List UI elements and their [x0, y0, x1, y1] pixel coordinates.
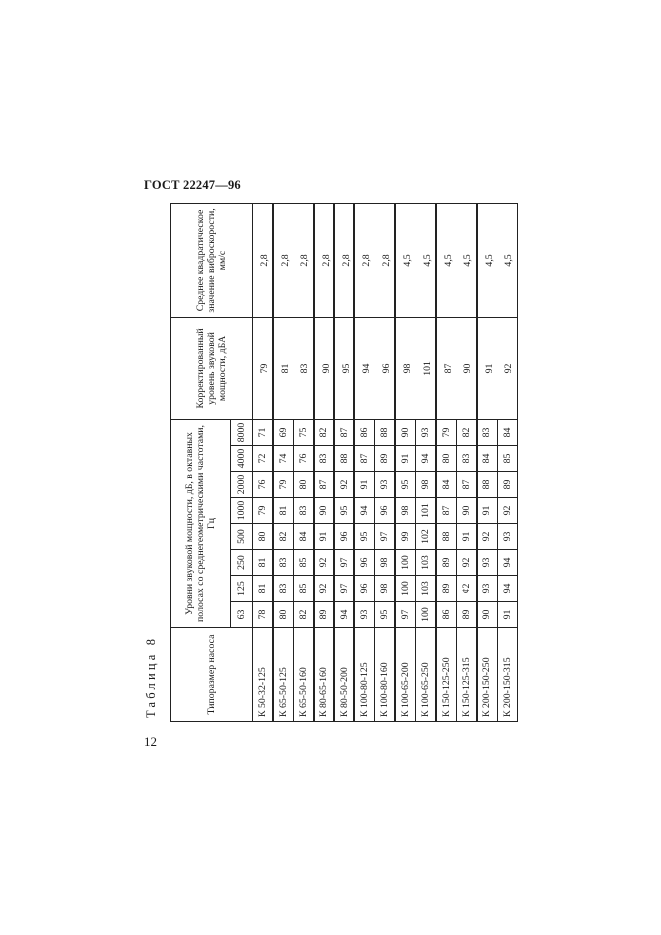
freq-header-63: 63 — [231, 602, 253, 628]
cell-level-8000: 86 — [354, 419, 374, 445]
cell-level-1000: 96 — [375, 498, 395, 524]
cell-pump-type: К 65-50-160 — [293, 628, 313, 722]
cell-level-125: 89 — [436, 576, 456, 602]
cell-level-125: 103 — [416, 576, 436, 602]
cell-level-4000: 80 — [436, 446, 456, 472]
cell-corrected-level: 90 — [456, 317, 476, 419]
cell-level-1000: 98 — [395, 498, 415, 524]
cell-level-4000: 89 — [375, 446, 395, 472]
freq-header-500: 500 — [231, 524, 253, 550]
cell-level-125: 97 — [334, 576, 354, 602]
cell-level-63: 82 — [293, 602, 313, 628]
cell-pump-type: К 80-50-200 — [334, 628, 354, 722]
cell-level-8000: 69 — [273, 419, 293, 445]
table-row — [273, 203, 293, 721]
cell-level-63: 94 — [334, 602, 354, 628]
cell-corrected-level: 90 — [314, 317, 334, 419]
cell-level-500: 82 — [273, 524, 293, 550]
cell-level-500: 80 — [253, 524, 273, 550]
cell-level-4000: 85 — [497, 446, 518, 472]
cell-level-63: 97 — [395, 602, 415, 628]
cell-pump-type: К 65-50-125 — [273, 628, 293, 722]
cell-level-8000: 90 — [395, 419, 415, 445]
cell-level-1000: 94 — [354, 498, 374, 524]
cell-level-250: 93 — [477, 550, 497, 576]
cell-level-250: 89 — [436, 550, 456, 576]
cell-level-2000: 80 — [293, 472, 313, 498]
cell-level-250: 100 — [395, 550, 415, 576]
table-row — [253, 203, 273, 721]
freq-header-125: 125 — [231, 576, 253, 602]
table-row — [477, 203, 497, 721]
cell-level-8000: 87 — [334, 419, 354, 445]
cell-corrected-level: 95 — [334, 317, 354, 419]
cell-level-8000: 82 — [456, 419, 476, 445]
col-header-vibration: Среднее квадратическое значение виброскорости, мм/с — [171, 203, 253, 317]
cell-level-1000: 91 — [477, 498, 497, 524]
cell-level-500: 91 — [456, 524, 476, 550]
cell-level-63: 78 — [253, 602, 273, 628]
cell-corrected-level: 87 — [436, 317, 456, 419]
cell-level-125: ¢2 — [456, 576, 476, 602]
cell-level-63: 95 — [375, 602, 395, 628]
cell-level-2000: 91 — [354, 472, 374, 498]
cell-level-2000: 87 — [314, 472, 334, 498]
cell-level-1000: 95 — [334, 498, 354, 524]
cell-level-1000: 90 — [456, 498, 476, 524]
cell-vibration: 4,5 — [416, 203, 436, 317]
cell-level-250: 103 — [416, 550, 436, 576]
cell-level-8000: 75 — [293, 419, 313, 445]
cell-pump-type: К 200-150-250 — [477, 628, 497, 722]
noise-level-table — [170, 203, 518, 722]
cell-level-500: 99 — [395, 524, 415, 550]
cell-level-500: 97 — [375, 524, 395, 550]
cell-level-500: 102 — [416, 524, 436, 550]
cell-level-63: 100 — [416, 602, 436, 628]
cell-level-125: 83 — [273, 576, 293, 602]
cell-level-4000: 72 — [253, 446, 273, 472]
document-code: ГОСТ 22247—96 — [144, 178, 241, 192]
cell-level-500: 84 — [293, 524, 313, 550]
table-row — [416, 203, 436, 721]
cell-corrected-level: 94 — [354, 317, 374, 419]
cell-level-2000: 89 — [497, 472, 518, 498]
cell-pump-type: К 150-125-250 — [436, 628, 456, 722]
cell-level-250: 94 — [497, 550, 518, 576]
cell-level-8000: 82 — [314, 419, 334, 445]
table-row — [456, 203, 476, 721]
cell-level-4000: 94 — [416, 446, 436, 472]
cell-level-1000: 83 — [293, 498, 313, 524]
cell-level-63: 89 — [314, 602, 334, 628]
cell-level-8000: 71 — [253, 419, 273, 445]
cell-level-250: 98 — [375, 550, 395, 576]
cell-level-2000: 79 — [273, 472, 293, 498]
cell-level-2000: 92 — [334, 472, 354, 498]
cell-pump-type: К 200-150-315 — [497, 628, 518, 722]
cell-level-250: 92 — [314, 550, 334, 576]
cell-level-500: 93 — [497, 524, 518, 550]
cell-level-250: 85 — [293, 550, 313, 576]
cell-level-125: 100 — [395, 576, 415, 602]
cell-level-2000: 76 — [253, 472, 273, 498]
cell-corrected-level: 83 — [293, 317, 313, 419]
cell-pump-type: К 100-65-200 — [395, 628, 415, 722]
cell-level-2000: 98 — [416, 472, 436, 498]
cell-level-4000: 88 — [334, 446, 354, 472]
cell-level-1000: 81 — [273, 498, 293, 524]
cell-vibration: 2,8 — [354, 203, 374, 317]
cell-vibration: 4,5 — [477, 203, 497, 317]
cell-vibration: 2,8 — [293, 203, 313, 317]
page-number: 12 — [144, 734, 157, 749]
cell-level-250: 81 — [253, 550, 273, 576]
cell-level-4000: 83 — [314, 446, 334, 472]
cell-pump-type: К 100-80-125 — [354, 628, 374, 722]
cell-vibration: 2,8 — [273, 203, 293, 317]
cell-vibration: 2,8 — [375, 203, 395, 317]
cell-level-125: 85 — [293, 576, 313, 602]
cell-level-500: 96 — [334, 524, 354, 550]
cell-level-125: 94 — [497, 576, 518, 602]
table-row — [293, 203, 313, 721]
table-row — [436, 203, 456, 721]
cell-corrected-level: 96 — [375, 317, 395, 419]
cell-level-63: 90 — [477, 602, 497, 628]
cell-level-8000: 88 — [375, 419, 395, 445]
cell-level-2000: 95 — [395, 472, 415, 498]
cell-level-1000: 92 — [497, 498, 518, 524]
cell-corrected-level: 91 — [477, 317, 497, 419]
cell-level-1000: 87 — [436, 498, 456, 524]
cell-level-1000: 79 — [253, 498, 273, 524]
cell-vibration: 4,5 — [497, 203, 518, 317]
cell-vibration: 2,8 — [253, 203, 273, 317]
cell-level-63: 86 — [436, 602, 456, 628]
freq-header-250: 250 — [231, 550, 253, 576]
cell-level-500: 91 — [314, 524, 334, 550]
cell-level-250: 83 — [273, 550, 293, 576]
cell-vibration: 2,8 — [334, 203, 354, 317]
cell-vibration: 4,5 — [456, 203, 476, 317]
cell-level-63: 89 — [456, 602, 476, 628]
cell-level-2000: 88 — [477, 472, 497, 498]
freq-header-1000: 1000 — [231, 498, 253, 524]
cell-level-1000: 101 — [416, 498, 436, 524]
cell-level-8000: 83 — [477, 419, 497, 445]
table-row — [497, 203, 518, 721]
cell-corrected-level: 101 — [416, 317, 436, 419]
cell-vibration: 2,8 — [314, 203, 334, 317]
table-row — [375, 203, 395, 721]
cell-level-4000: 91 — [395, 446, 415, 472]
freq-header-8000: 8000 — [231, 419, 253, 445]
cell-corrected-level: 92 — [497, 317, 518, 419]
cell-vibration: 4,5 — [395, 203, 415, 317]
cell-level-63: 91 — [497, 602, 518, 628]
cell-corrected-level: 79 — [253, 317, 273, 419]
cell-level-1000: 90 — [314, 498, 334, 524]
cell-level-125: 93 — [477, 576, 497, 602]
col-header-octave-group: Уровни звуковой мощности, дБ, в октавных полосах со среднегеометрическими частотами, Гц — [171, 419, 231, 627]
cell-level-250: 96 — [354, 550, 374, 576]
table-row — [354, 203, 374, 721]
cell-level-4000: 76 — [293, 446, 313, 472]
cell-level-500: 95 — [354, 524, 374, 550]
cell-level-250: 97 — [334, 550, 354, 576]
cell-level-4000: 84 — [477, 446, 497, 472]
cell-level-125: 92 — [314, 576, 334, 602]
cell-level-2000: 84 — [436, 472, 456, 498]
cell-level-4000: 87 — [354, 446, 374, 472]
cell-corrected-level: 98 — [395, 317, 415, 419]
freq-header-2000: 2000 — [231, 472, 253, 498]
cell-level-8000: 84 — [497, 419, 518, 445]
cell-level-63: 80 — [273, 602, 293, 628]
cell-level-500: 88 — [436, 524, 456, 550]
freq-header-4000: 4000 — [231, 446, 253, 472]
noise-table-wrapper — [170, 204, 518, 722]
cell-level-8000: 93 — [416, 419, 436, 445]
cell-level-250: 92 — [456, 550, 476, 576]
cell-pump-type: К 80-65-160 — [314, 628, 334, 722]
cell-level-4000: 74 — [273, 446, 293, 472]
table-row — [334, 203, 354, 721]
cell-level-2000: 93 — [375, 472, 395, 498]
cell-pump-type: К 50-32-125 — [253, 628, 273, 722]
table-row — [314, 203, 334, 721]
cell-level-125: 98 — [375, 576, 395, 602]
col-header-corrected: Корректированный уровень звуковой мощности, дБА — [171, 317, 253, 419]
cell-pump-type: К 100-80-160 — [375, 628, 395, 722]
cell-vibration: 4,5 — [436, 203, 456, 317]
cell-level-63: 93 — [354, 602, 374, 628]
cell-level-125: 96 — [354, 576, 374, 602]
table-caption: Таблица 8 — [144, 635, 158, 718]
cell-level-4000: 83 — [456, 446, 476, 472]
cell-level-8000: 79 — [436, 419, 456, 445]
cell-corrected-level: 81 — [273, 317, 293, 419]
table-row — [395, 203, 415, 721]
cell-level-125: 81 — [253, 576, 273, 602]
cell-pump-type: К 150-125-315 — [456, 628, 476, 722]
cell-level-2000: 87 — [456, 472, 476, 498]
cell-level-500: 92 — [477, 524, 497, 550]
cell-pump-type: К 100-65-250 — [416, 628, 436, 722]
col-header-type: Типоразмер насоса — [171, 628, 253, 722]
